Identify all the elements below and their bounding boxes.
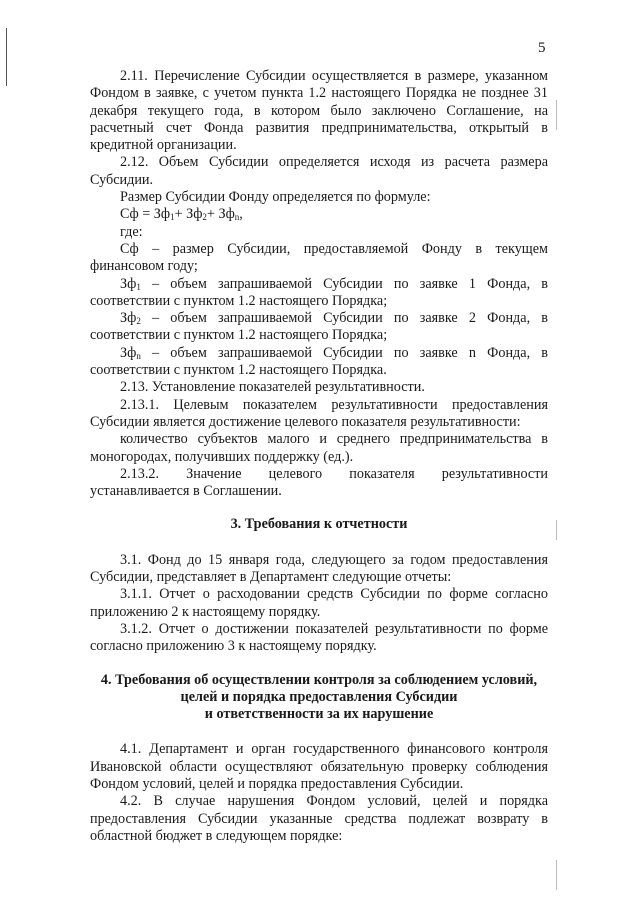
formula-intro: Размер Субсидии Фонду определяется по формуле:	[120, 189, 431, 206]
formula-sub-1: 1	[170, 212, 175, 223]
paragraph-3-1-1: 3.1.1. Отчет о расходовании средств Субсидии по форме согласно приложению 2 к настоящему порядку.	[90, 586, 548, 620]
formula-lhs: Сф = Зф	[120, 206, 171, 223]
zf1-symbol: Зф	[120, 275, 137, 292]
formula-plus-1: + Зф	[174, 206, 203, 223]
zf1-sub: 1	[136, 281, 141, 292]
scan-artifact	[556, 100, 557, 130]
paragraph-2-13: 2.13. Установление показателей результативности.	[120, 379, 425, 396]
zfn-sub: n	[136, 350, 141, 361]
zf1-text: – объем запрашиваемой Субсидии по заявке 1 Фонда, в соответствии с пунктом 1.2 настоящего Порядка;	[90, 275, 548, 309]
paragraph-4-2: 4.2. В случае нарушения Фондом условий, целей и порядка предоставления Субсидии указанные средства подлежат возврату в областной бюджет в следующем порядке:	[90, 793, 548, 844]
formula-sub-2: 2	[202, 212, 207, 223]
paragraph-2-13-1: 2.13.1. Целевым показателем результативности предоставления Субсидии является достижение целевого показателя результативности:	[90, 396, 548, 430]
page-number: 5	[538, 40, 546, 56]
paragraph-2-12: 2.12. Объем Субсидии определяется исходя из расчета размера Субсидии.	[90, 154, 548, 188]
scan-artifact	[556, 860, 557, 890]
paragraph-3-1-2: 3.1.2. Отчет о достижении показателей результативности по форме согласно приложению 3 к настоящему порядку.	[90, 620, 548, 655]
zfn-text: – объем запрашиваемой Субсидии по заявке n Фонда, в соответствии с пунктом 1.2 настоящего Порядка.	[90, 344, 548, 379]
formula	[90, 206, 548, 223]
zfn-symbol: Зф	[120, 344, 137, 361]
definition-sf: Сф – размер Субсидии, предоставляемой Фонду в текущем финансовом году;	[90, 240, 548, 275]
scan-artifact	[556, 520, 557, 540]
definition-zfn	[90, 345, 548, 380]
where-label: где:	[120, 223, 143, 240]
section-4-title-line-3: и ответственности за их нарушение	[204, 706, 434, 723]
paragraph-4-1: 4.1. Департамент и орган государственного финансового контроля Ивановской области осуществляют обязательную проверку соблюдения Фондом условий, целей и порядка предоставления Субсидии.	[90, 741, 548, 792]
zf2-symbol: Зф	[120, 310, 137, 327]
definition-zf2	[90, 310, 548, 345]
zf2-sub: 2	[136, 316, 141, 327]
zf2-text: – объем запрашиваемой Субсидии по заявке 2 Фонда, в соответствии с пунктом 1.2 настоящего Порядка;	[90, 310, 548, 344]
section-3-title: 3. Требования к отчетности	[230, 516, 408, 533]
paragraph-indicator: количество субъектов малого и среднего предпринимательства в моногородах, получивших поддержку (ед.).	[90, 431, 548, 465]
paragraph-2-11: 2.11. Перечисление Субсидии осуществляется в размере, указанном Фондом в заявке, с учетом пункта 1.2 настоящего Порядка не позднее 31 декабря текущего года, в котором было заключено Соглашение, на расчетный счет Фонда развития предпринимательства, открытый в кредитной организации.	[90, 68, 548, 154]
section-4-title-line-2: целей и порядка предоставления Субсидии	[180, 688, 458, 705]
paragraph-3-1: 3.1. Фонд до 15 января года, следующего за годом предоставления Субсидии, представляет в Департамент следующие отчеты:	[90, 551, 548, 586]
formula-tail: ,	[239, 206, 243, 223]
definition-zf1	[90, 276, 548, 311]
paragraph-2-13-2: 2.13.2. Значение целевого показателя результативности устанавливается в Соглашении.	[90, 465, 548, 500]
scan-edge-mark	[6, 28, 7, 86]
formula-plus-2: + Зф	[206, 206, 235, 223]
section-4-title-line-1: 4. Требования об осуществлении контроля за соблюдением условий,	[100, 671, 538, 688]
document-body	[90, 68, 548, 845]
formula-sub-n: n	[234, 212, 240, 223]
